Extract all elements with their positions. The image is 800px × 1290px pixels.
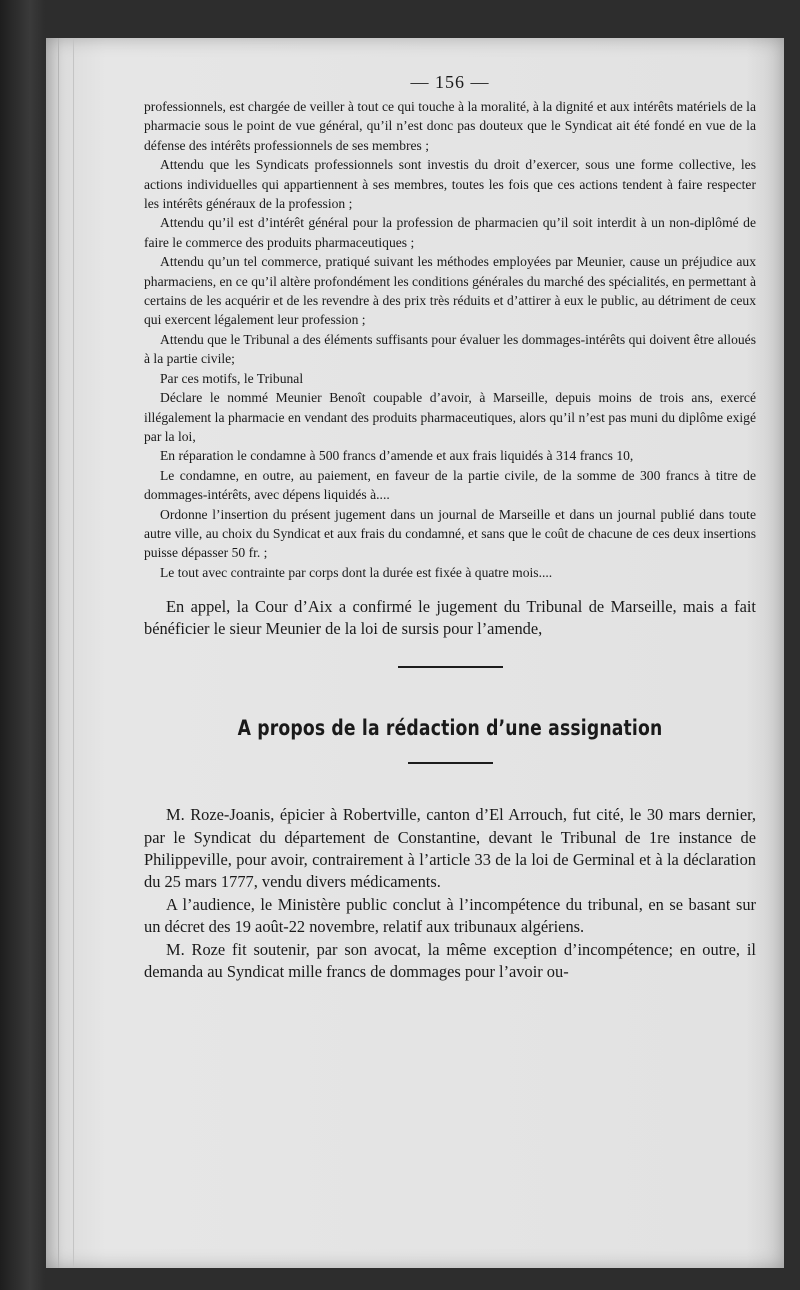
paragraph: Attendu que le Tribunal a des éléments suffisants pour évaluer les dommages-intérêts qui doivent être alloués à la partie civile; (144, 331, 756, 367)
judgment-text (144, 97, 756, 582)
paragraph: Déclare le nommé Meunier Benoît coupable d’avoir, à Marseille, depuis moins de trois ans, exercé illégalement la pharmacie en vendant des produits pharmaceutiques, alors qu’il n’est pas muni du diplôme exigé par la loi, (144, 390, 756, 444)
page-number: — 156 — (410, 72, 490, 92)
paragraph: M. Roze fit soutenir, par son avocat, la même exception d’incompétence; en outre, il demanda au Syndicat mille francs de dommages pour l’avoir ou- (144, 939, 756, 981)
paragraph: M. Roze-Joanis, épicier à Robertville, canton d’El Arrouch, fut cité, le 30 mars dernier, par le Syndicat du département de Constantine, devant le Tribunal de 1re instance de Philippeville, pour avoir, contrairement à l’article 33 de la loi de Germinal et à la déclaration du 25 mars 1777, vendu divers médicaments. (144, 805, 756, 892)
paragraph: Le condamne, en outre, au paiement, en faveur de la partie civile, de la somme de 300 francs à titre de dommages-intérêts, avec dépens liquidés à.... (144, 467, 756, 503)
section-body (144, 804, 756, 983)
appeal-paragraph: En appel, la Cour d’Aix a confirmé le jugement du Tribunal de Marseille, mais a fait bénéficier le sieur Meunier de la loi de sursis pour l’amende, (144, 597, 756, 639)
paragraph: Le tout avec contrainte par corps dont la durée est fixée à quatre mois.... (160, 564, 553, 580)
page-binding-edge (58, 38, 74, 1268)
divider-rule (408, 762, 493, 764)
paragraph: A l’audience, le Ministère public conclut à l’incompétence du tribunal, en se basant sur un décret des 19 août-22 novembre, relatif aux tribunaux algériens. (144, 894, 756, 937)
paragraph: Attendu qu’un tel commerce, pratiqué suivant les méthodes employées par Meunier, cause un préjudice aux pharmaciens, en ce qu’il altère profondément les conditions générales du marché des spécialités, en permettant à certains de les acquérir et de les revendre à des prix très réduits et d’attirer à eux le public, au détriment de ceux qui exercent légalement leur profession ; (144, 254, 756, 328)
paragraph: Par ces motifs, le Tribunal (160, 370, 304, 386)
paragraph: En réparation le condamne à 500 francs d’amende et aux frais liquidés à 314 francs 10, (160, 448, 634, 464)
divider-rule (398, 666, 503, 668)
appeal-text (144, 596, 756, 640)
paragraph: Attendu qu’il est d’intérêt général pour la profession de pharmacien qu’il soit interdit à un non-diplômé de faire le commerce des produits pharmaceutiques ; (144, 215, 756, 250)
paragraph: professionnels, est chargée de veiller à tout ce qui touche à la moralité, à la dignité et aux intérêts matériels de la pharmacie sous le point de vue général, qu’il n’est donc pas douteux que le Syndicat ait été fondé en vue de la défense des intérêts professionnels de ses membres ; (144, 99, 756, 153)
paragraph: Ordonne l’insertion du présent jugement dans un journal de Marseille et dans un journal publié dans toute autre ville, au choix du Syndicat et aux frais du condamné, et sans que le coût de chacune de ces deux insertions puisse dépasser 50 fr. ; (144, 506, 756, 561)
section-title: A propos de la rédaction d’une assignation (237, 716, 663, 741)
paragraph: Attendu que les Syndicats professionnels sont investis du droit d’exercer, sous une forme collective, les actions individuelles qui appartiennent à ses membres, toutes les fois que ces actions tendent à faire respecter les intérêts généraux de la profession ; (144, 157, 756, 212)
page-text (144, 72, 756, 983)
